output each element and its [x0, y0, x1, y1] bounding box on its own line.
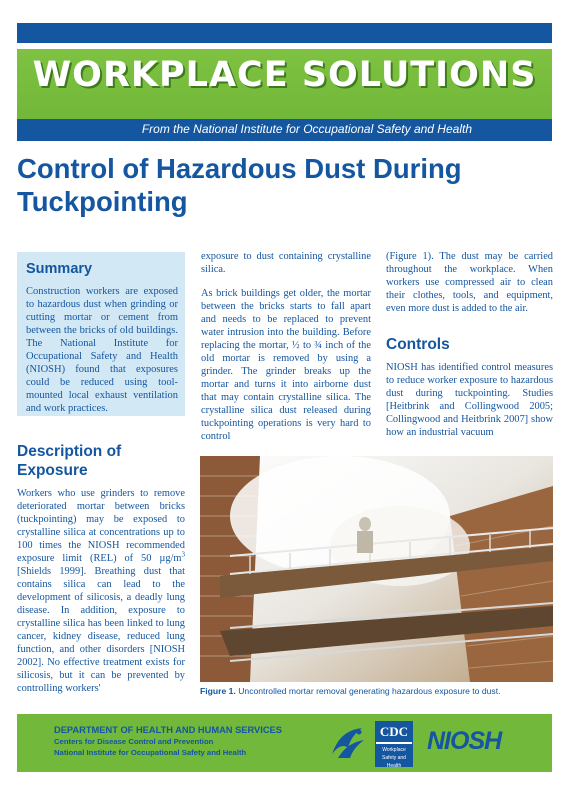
- column2-paragraph-2: As brick buildings get older, the mortar between the bricks starts to fall apart and needs to be replaced to prevent water intrusion into the building. Before replacing the mortar, ½ to ¾ inch of the old mortar is removed by using a grinder. The grinder breaks up the mortar and turns it into airborne dust that may contain crystalline silica. The crystalline silica dust released during tuckpointing operations is very hard to control: [201, 288, 371, 442]
- footer-department: DEPARTMENT OF HEALTH AND HUMAN SERVICES: [54, 725, 282, 735]
- cdc-sub-workplace: Workplace: [382, 747, 406, 753]
- description-heading: Description of Exposure: [17, 443, 122, 479]
- controls-heading: Controls: [386, 336, 450, 353]
- footer: [17, 714, 552, 772]
- cdc-logo-text: CDC: [376, 722, 412, 742]
- cdc-logo-subtext: [376, 744, 412, 769]
- banner-title: WORKPLACE SOLUTIONS: [32, 55, 537, 95]
- niosh-logo-icon: NIOSH: [427, 727, 502, 755]
- footer-cdc-name: Centers for Disease Control and Prevention: [54, 737, 214, 746]
- cdc-sub-safety: Safety and Health: [382, 755, 406, 769]
- banner-subtitle-strip: [17, 119, 552, 141]
- figure-1-photo: [200, 456, 553, 682]
- figure-caption-text: Uncontrolled mortar removal generating hazardous exposure to dust.: [238, 686, 501, 696]
- column2-paragraph-1: exposure to dust containing crystalline silica.: [201, 251, 371, 275]
- document-title: Control of Hazardous Dust During Tuckpointing: [17, 153, 462, 217]
- summary-box: [17, 252, 185, 416]
- unit-superscript: 3: [181, 550, 185, 559]
- description-text-part1: Workers who use grinders to remove deteriorated mortar between bricks (tuckpointing) may be exposed to crystalline silica at concentrations up to 100 times the NIOSH recommended exposure limit (REL) of 50 µg/m: [17, 488, 185, 564]
- footer-niosh-name: National Institute for Occupational Safety and Health: [54, 748, 247, 757]
- cdc-logo-icon: [375, 721, 413, 767]
- description-text-part2: [Shields 1999]. Breathing dust that contains silica can lead to the development of silicosis, a deadly lung disease. In addition, exposure to crystalline silica has been linked to lung cancer, kidney disease, reduced lung function, and other disorders [NIOSH 2002]. No effective treatment exists for silicosis, but it can be prevented by controlling workers': [17, 566, 185, 694]
- figure-caption: [200, 686, 560, 696]
- summary-heading: Summary: [26, 261, 93, 277]
- column3-paragraph-2: NIOSH has identified control measures to reduce worker exposure to hazardous dust during tuckpointing. Studies [Heitbrink and Collingwood 2005; Collingwood and Heitbrink 2007] show how an industrial vacuum: [386, 362, 553, 438]
- description-text: [17, 487, 185, 695]
- workplace-solutions-banner: [17, 49, 552, 141]
- photo-illustration: [200, 456, 553, 682]
- banner-subtitle: From the National Institute for Occupational Safety and Health: [141, 122, 472, 136]
- summary-text: Construction workers are exposed to hazardous dust when grinding or cutting mortar or cement from between the bricks of old buildings. The National Institute for Occupational Safety and Health (NIOSH) found that exposures could be reduced using tool-mounted local exhaust ventilation and work practices.: [26, 286, 178, 414]
- figure-label: Figure 1.: [200, 686, 236, 696]
- column3-paragraph-1: (Figure 1). The dust may be carried throughout the workplace. When workers use compressed air to clean their clothes, tools, and equipment, even more dust is added to the air.: [386, 251, 553, 314]
- hhs-eagle-logo-icon: [328, 724, 368, 762]
- footer-agency-text: [54, 724, 282, 758]
- top-color-bar: [17, 23, 552, 43]
